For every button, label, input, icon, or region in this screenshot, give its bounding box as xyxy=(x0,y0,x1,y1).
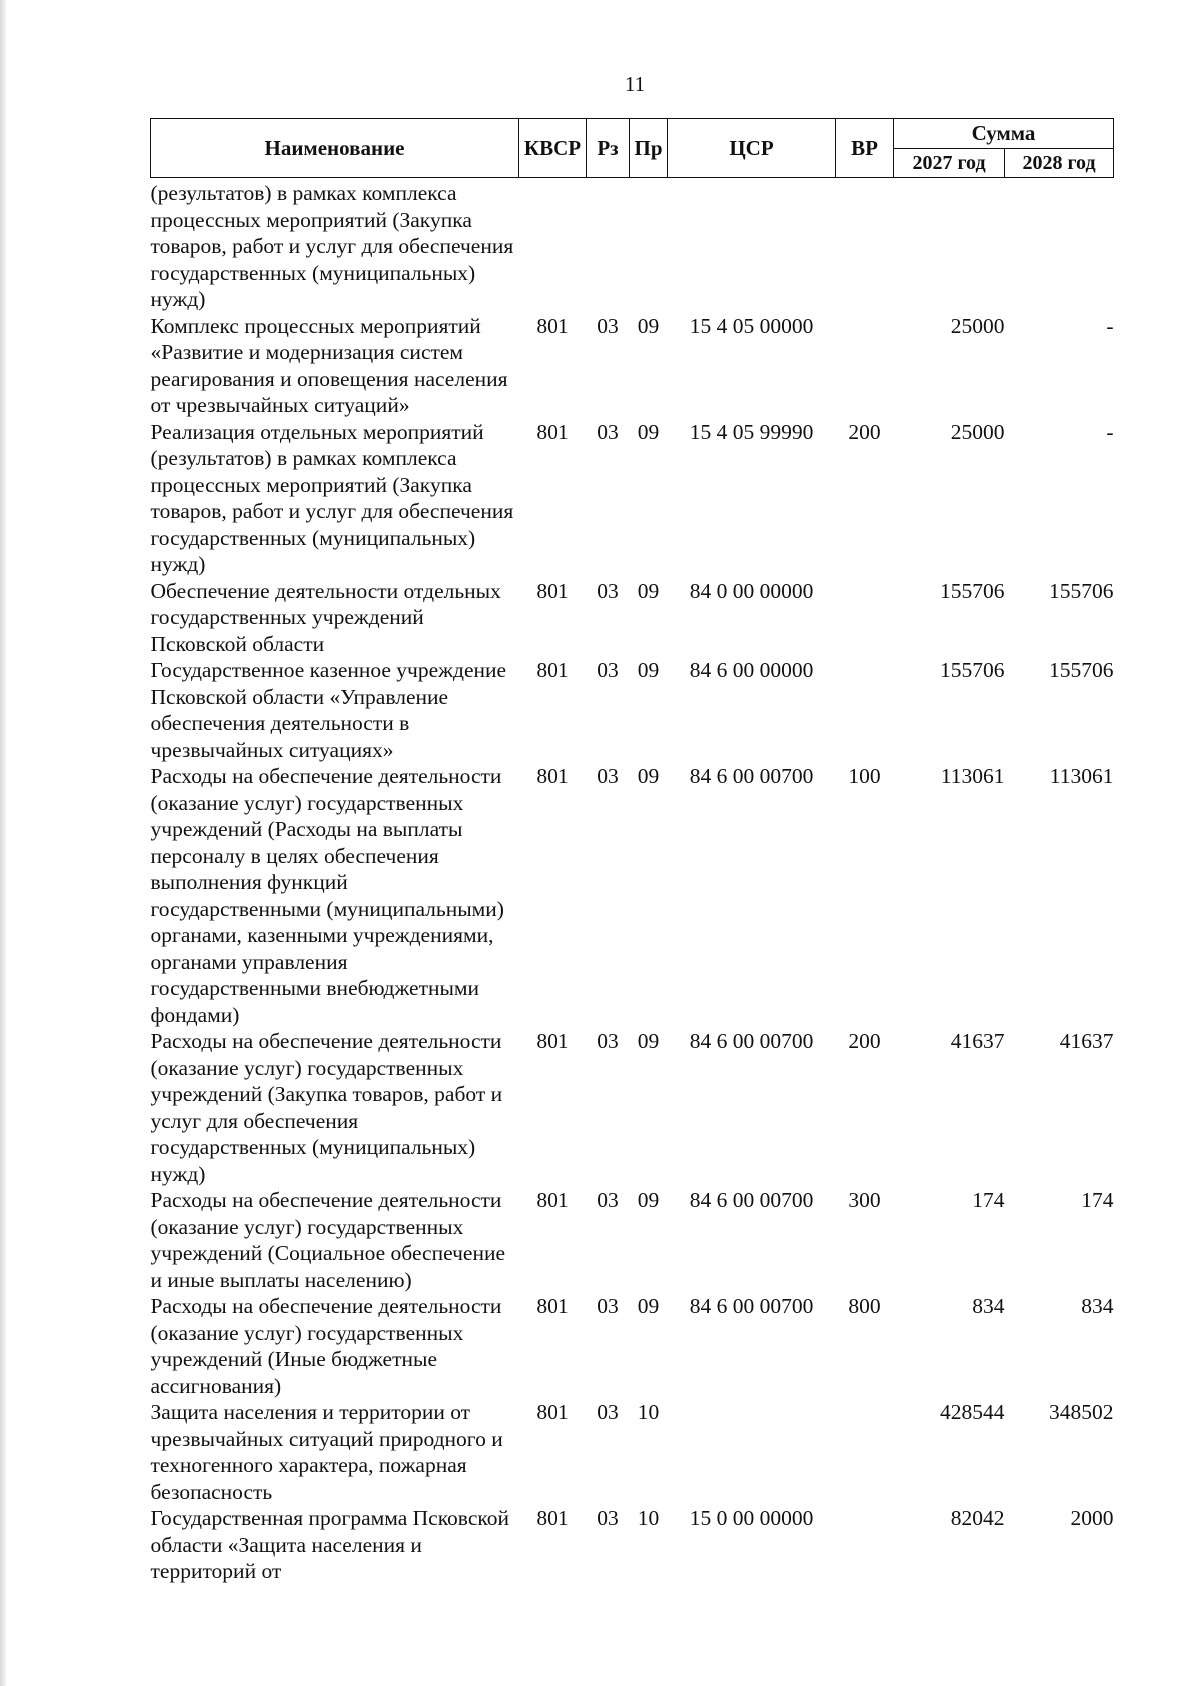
cell-rz: 03 xyxy=(597,764,619,788)
cell-rz: 03 xyxy=(597,313,619,338)
table-row xyxy=(151,1505,1114,1585)
header-year-2027: 2027 год xyxy=(894,149,1005,178)
header-pr: Пр xyxy=(630,119,668,178)
cell-csr xyxy=(668,1399,836,1505)
cell-sum-2028: 113061 xyxy=(1049,764,1114,788)
cell-kvsr: 801 xyxy=(536,578,569,603)
cell-csr: 15 0 00 00000 xyxy=(689,1506,814,1530)
cell-rz: 03 xyxy=(597,1294,619,1318)
cell-kvsr: 801 xyxy=(536,419,569,444)
cell-pr: 09 xyxy=(637,578,660,603)
cell-rz: 03 xyxy=(597,419,619,444)
budget-table xyxy=(150,118,1114,1585)
cell-sum-2028: 348502 xyxy=(1049,1400,1114,1424)
cell-sum-2027: 113061 xyxy=(940,764,1005,788)
table-header xyxy=(151,119,1114,178)
cell-sum-2027: 82042 xyxy=(950,1506,1005,1530)
cell-pr: 09 xyxy=(637,658,660,682)
cell-rz: 03 xyxy=(597,1506,619,1530)
cell-sum-2027: 174 xyxy=(972,1188,1005,1212)
cell-name: Расходы на обеспечение деятельности (оказание услуг) государственных учреждений (Социальное обеспечение и иные выплаты населению) xyxy=(150,1188,505,1292)
cell-sum-2028 xyxy=(1005,178,1114,313)
cell-vr: 300 xyxy=(848,1188,881,1212)
cell-rz: 03 xyxy=(597,1188,619,1212)
cell-pr: 09 xyxy=(637,1294,660,1318)
table-row xyxy=(151,763,1114,1028)
cell-name: Защита населения и территории от чрезвычайных ситуаций природного и техногенного характера, пожарная безопасность xyxy=(150,1400,503,1504)
cell-name: Государственная программа Псковской области «Защита населения и территорий от xyxy=(150,1506,509,1583)
cell-kvsr: 801 xyxy=(536,1029,569,1053)
cell-sum-2028: 2000 xyxy=(1070,1506,1114,1530)
cell-name: Расходы на обеспечение деятельности (оказание услуг) государственных учреждений (Расходы на выплаты персоналу в целях обеспечения выполнения функций государственными (муниципальными) органами, казенными учреждениями, органами управления государственными внебюджетными фондами) xyxy=(150,764,504,1027)
cell-sum-2027: 25000 xyxy=(950,419,1005,444)
cell-name: Расходы на обеспечение деятельности (оказание услуг) государственных учреждений (Закупка товаров, работ и услуг для обеспечения государственных (муниципальных) нужд) xyxy=(150,1029,503,1186)
cell-sum-2028: 834 xyxy=(1081,1294,1114,1318)
cell-vr xyxy=(836,657,894,763)
cell-pr: 10 xyxy=(637,1400,660,1424)
cell-sum-2028: 41637 xyxy=(1059,1029,1114,1053)
page-number: 11 xyxy=(624,72,646,96)
cell-sum-2027: 41637 xyxy=(950,1029,1005,1053)
cell-sum-2027: 834 xyxy=(972,1294,1005,1318)
cell-sum-2028: - xyxy=(1106,419,1114,444)
table-row xyxy=(151,1187,1114,1293)
table-row xyxy=(151,1293,1114,1399)
cell-vr xyxy=(836,313,894,419)
table-row xyxy=(151,178,1114,313)
cell-pr: 09 xyxy=(637,419,660,444)
cell-kvsr xyxy=(519,178,587,313)
cell-csr: 15 4 05 00000 xyxy=(689,313,814,338)
cell-name: Государственное казенное учреждение Псковской области «Управление обеспечения деятельности в чрезвычайных ситуациях» xyxy=(150,658,507,762)
cell-csr: 84 0 00 00000 xyxy=(689,578,814,603)
cell-name: Расходы на обеспечение деятельности (оказание услуг) государственных учреждений (Иные бюджетные ассигнования) xyxy=(150,1294,502,1398)
cell-name: Реализация отдельных мероприятий (результатов) в рамках комплекса процессных мероприятий (Закупка товаров, работ и услуг для обеспечения государственных (муниципальных) нужд) xyxy=(150,419,514,576)
cell-csr: 84 6 00 00700 xyxy=(689,764,814,788)
table-row xyxy=(151,313,1114,419)
table-body xyxy=(151,178,1114,1585)
cell-kvsr: 801 xyxy=(536,1294,569,1318)
cell-kvsr: 801 xyxy=(536,1400,569,1424)
cell-name: Обеспечение деятельности отдельных государственных учреждений Псковской области xyxy=(150,578,501,656)
cell-sum-2028: - xyxy=(1106,313,1114,338)
cell-sum-2027: 155706 xyxy=(940,578,1005,603)
cell-pr: 09 xyxy=(637,1188,660,1212)
cell-name: Комплекс процессных мероприятий «Развитие и модернизация систем реагирования и оповещения населения от чрезвычайных ситуаций» xyxy=(150,313,508,417)
cell-sum-2027 xyxy=(894,178,1005,313)
cell-sum-2028: 155706 xyxy=(1049,658,1114,682)
cell-rz: 03 xyxy=(597,578,619,603)
cell-kvsr: 801 xyxy=(536,658,569,682)
cell-pr xyxy=(630,178,668,313)
cell-sum-2027: 155706 xyxy=(940,658,1005,682)
cell-kvsr: 801 xyxy=(536,764,569,788)
cell-vr xyxy=(836,1505,894,1585)
cell-vr: 200 xyxy=(848,1029,881,1053)
scan-edge xyxy=(0,0,6,1686)
cell-vr: 200 xyxy=(848,419,881,444)
cell-csr: 84 6 00 00700 xyxy=(689,1188,814,1212)
cell-sum-2027: 25000 xyxy=(950,313,1005,338)
cell-rz: 03 xyxy=(597,658,619,682)
cell-pr: 10 xyxy=(637,1506,660,1530)
cell-vr: 800 xyxy=(848,1294,881,1318)
cell-sum-2028: 174 xyxy=(1081,1188,1114,1212)
cell-kvsr: 801 xyxy=(536,1188,569,1212)
cell-name: (результатов) в рамках комплекса процессных мероприятий (Закупка товаров, работ и услуг для обеспечения государственных (муниципальных) нужд) xyxy=(150,181,514,311)
table-row xyxy=(151,1399,1114,1505)
table-row xyxy=(151,1028,1114,1187)
cell-csr: 84 6 00 00700 xyxy=(689,1294,814,1318)
cell-sum-2027: 428544 xyxy=(940,1400,1005,1424)
cell-vr: 100 xyxy=(848,764,881,788)
cell-csr: 84 6 00 00000 xyxy=(689,658,814,682)
cell-pr: 09 xyxy=(637,313,660,338)
cell-pr: 09 xyxy=(637,764,660,788)
header-vr: ВР xyxy=(836,119,894,178)
header-name: Наименование xyxy=(151,119,519,178)
cell-kvsr: 801 xyxy=(536,1506,569,1530)
cell-rz: 03 xyxy=(597,1400,619,1424)
table-row xyxy=(151,419,1114,578)
cell-csr: 15 4 05 99990 xyxy=(689,419,814,444)
cell-vr xyxy=(836,1399,894,1505)
header-csr: ЦСР xyxy=(668,119,836,178)
header-sum: Сумма xyxy=(894,119,1114,149)
cell-csr xyxy=(668,178,836,313)
cell-rz xyxy=(587,178,630,313)
header-year-2028: 2028 год xyxy=(1005,149,1114,178)
header-rz: Рз xyxy=(587,119,630,178)
cell-csr: 84 6 00 00700 xyxy=(689,1029,814,1053)
table-row xyxy=(151,657,1114,763)
cell-rz: 03 xyxy=(597,1029,619,1053)
cell-vr xyxy=(836,578,894,658)
cell-pr: 09 xyxy=(637,1029,660,1053)
header-kvsr: КВСР xyxy=(519,119,587,178)
cell-kvsr: 801 xyxy=(536,313,569,338)
table-row xyxy=(151,578,1114,658)
cell-vr xyxy=(836,178,894,313)
cell-sum-2028: 155706 xyxy=(1049,578,1114,603)
